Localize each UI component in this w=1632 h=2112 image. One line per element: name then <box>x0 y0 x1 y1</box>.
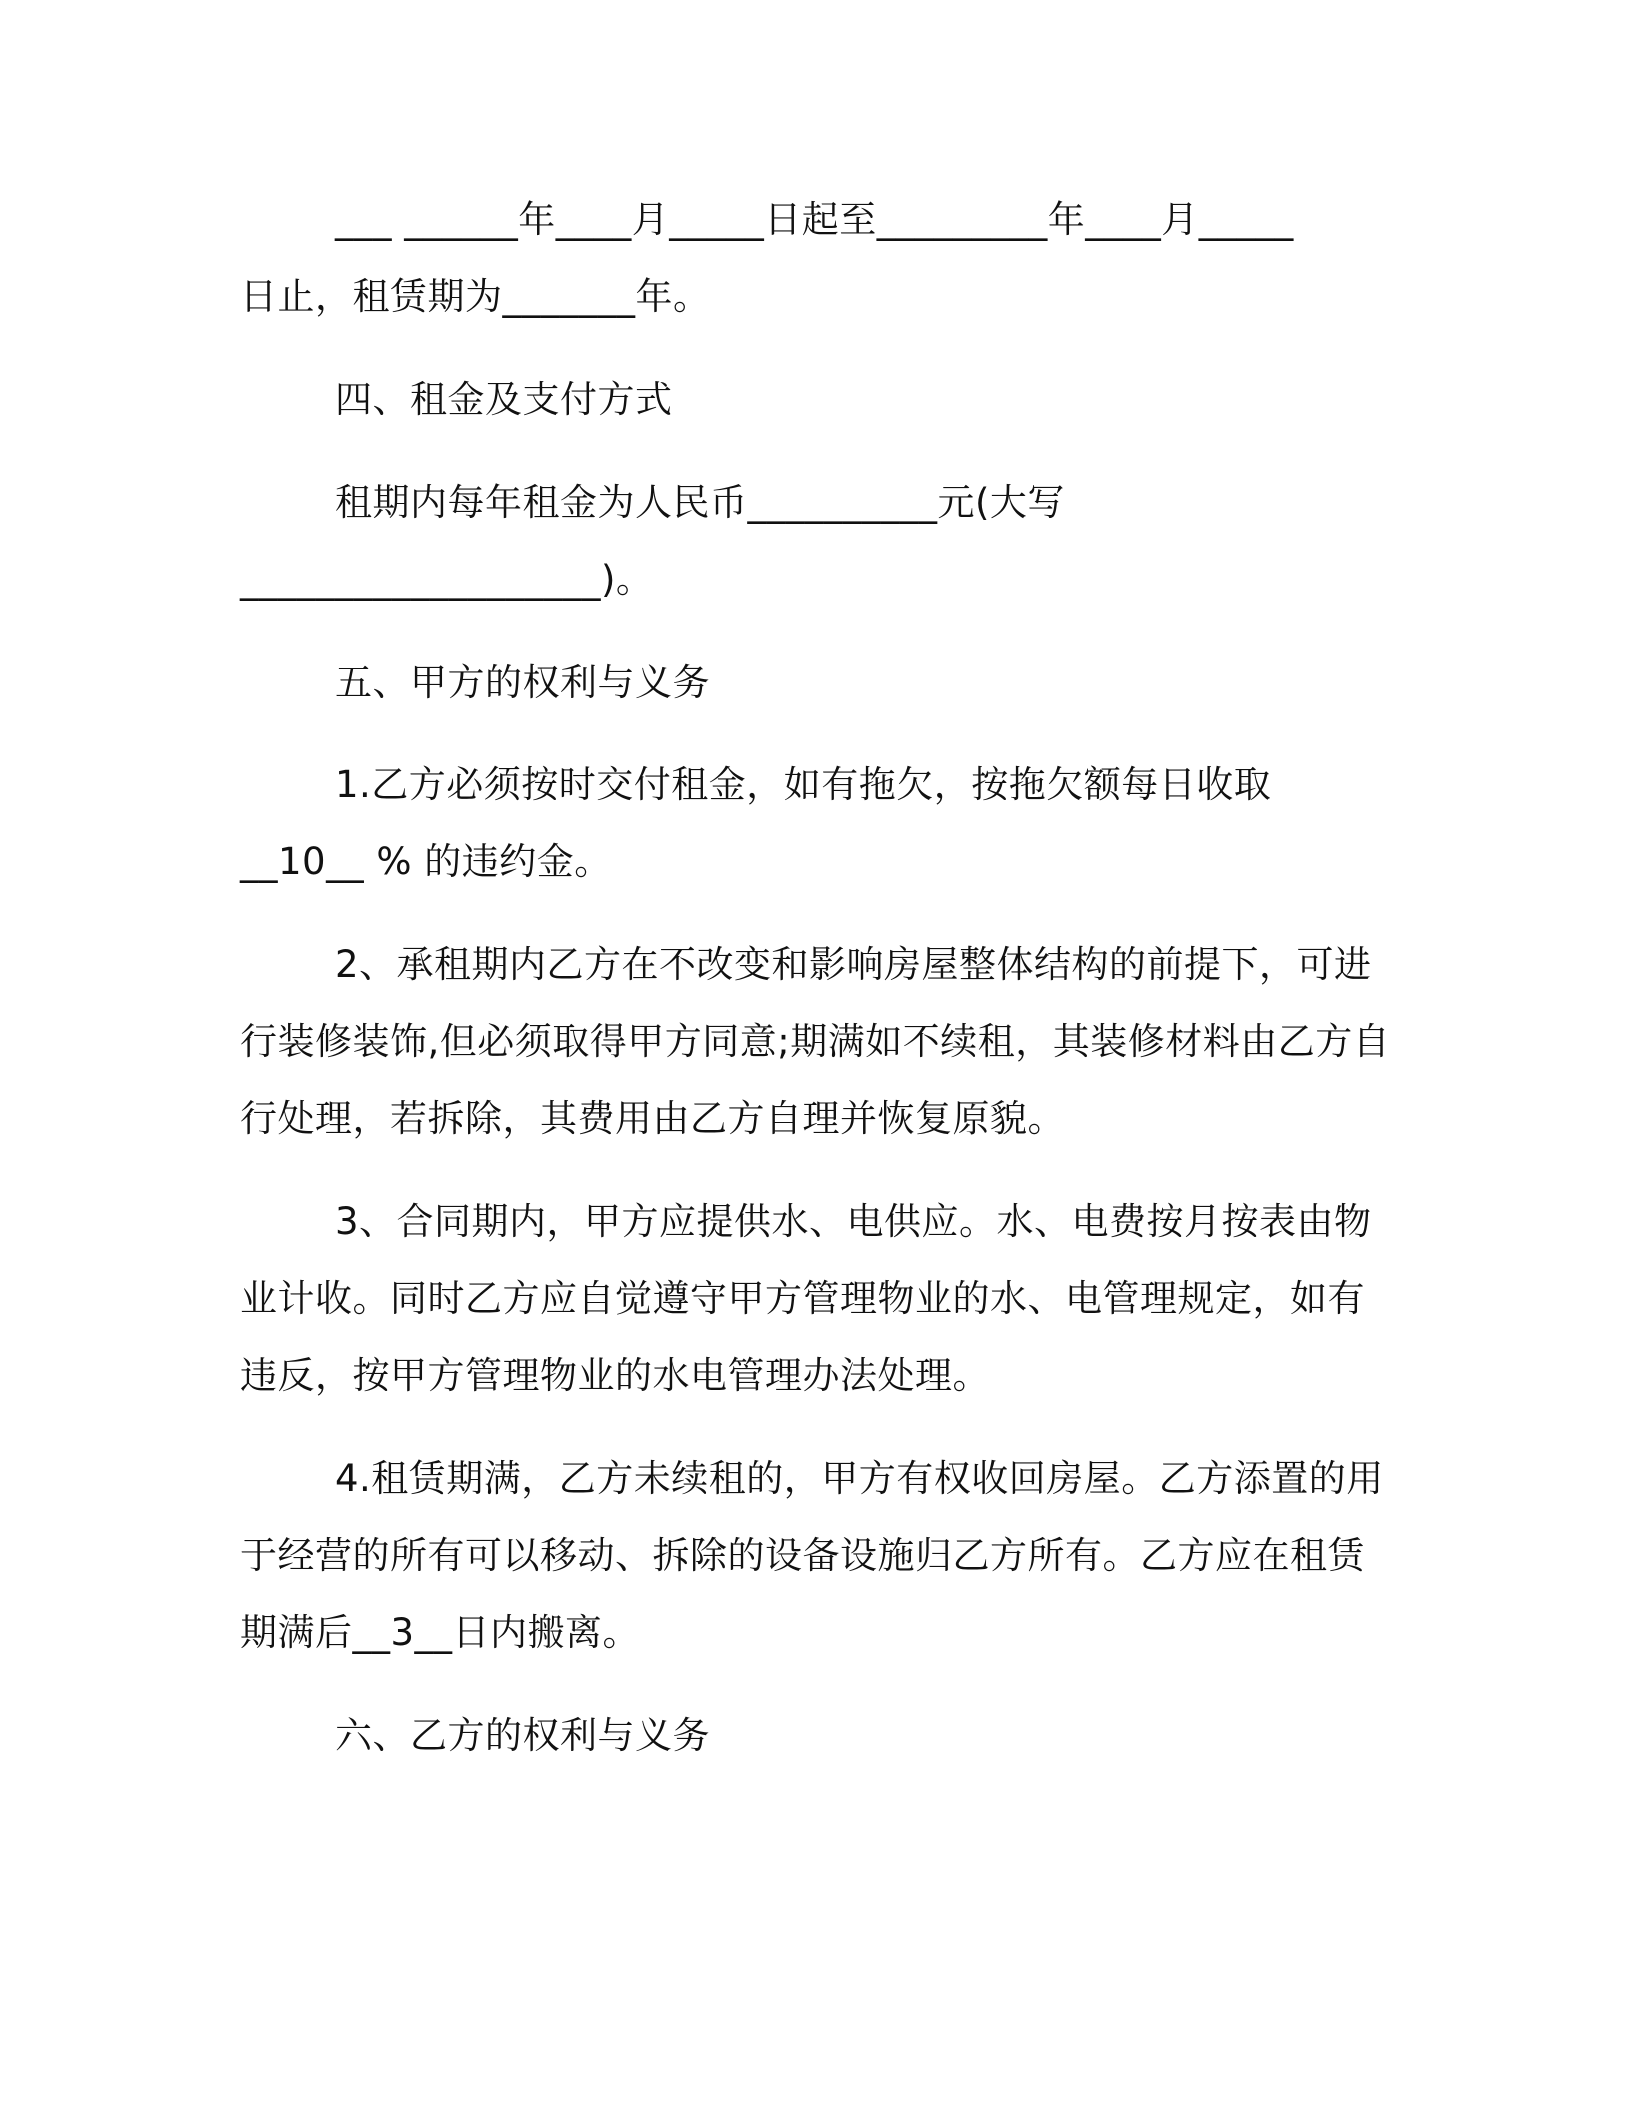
text-line: 1.乙方必须按时交付租金，如有拖欠，按拖欠额每日收取 <box>335 763 1272 806</box>
section-heading: 六、乙方的权利与义务 <box>335 1714 710 1757</box>
text-line: 4.租赁期满，乙方未续租的，甲方有权收回房屋。乙方添置的用 <box>335 1457 1384 1500</box>
text-line: __10__ % 的违约金。 <box>240 840 612 883</box>
text-line: 行处理，若拆除，其费用由乙方自理并恢复原貌。 <box>240 1097 1065 1140</box>
text-line: 期满后__3__日内搬离。 <box>240 1611 641 1654</box>
section-heading: 五、甲方的权利与义务 <box>335 661 710 704</box>
text-line: 于经营的所有可以移动、拆除的设备设施归乙方所有。乙方应在租赁 <box>240 1534 1365 1577</box>
text-line: 业计收。同时乙方应自觉遵守甲方管理物业的水、电管理规定，如有 <box>240 1277 1365 1320</box>
text-line: 违反，按甲方管理物业的水电管理办法处理。 <box>240 1354 990 1397</box>
text-line: 日止，租赁期为_______年。 <box>240 275 711 318</box>
text-line: 租期内每年租金为人民币__________元(大写 <box>335 481 1065 524</box>
text-line: 行装修装饰,但必须取得甲方同意;期满如不续租，其装修材料由乙方自 <box>240 1020 1391 1063</box>
text-line: ___ ______年____月_____日起至_________年____月_____ <box>335 198 1294 241</box>
section-heading: 四、租金及支付方式 <box>335 378 673 421</box>
text-line: 2、承租期内乙方在不改变和影响房屋整体结构的前提下，可进 <box>335 943 1372 986</box>
text-line: 3、合同期内，甲方应提供水、电供应。水、电费按月按表由物 <box>335 1200 1372 1243</box>
text-line: ___________________)。 <box>240 558 654 601</box>
